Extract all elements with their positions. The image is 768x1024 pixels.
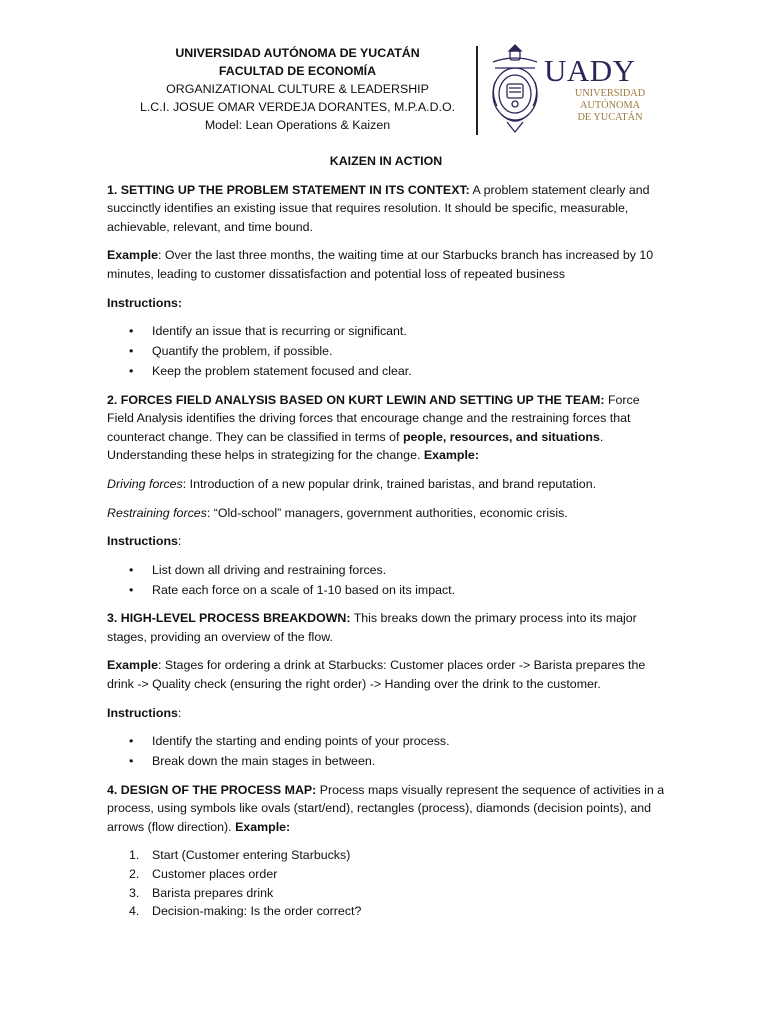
section-4-intro [107, 781, 665, 837]
restraining-forces [107, 504, 665, 523]
section-2-instructions-colon: : [177, 534, 182, 549]
section-2-body-1: Force Field Analysis identifies the driving forces that encourage change and the restraining forces that counteract change. They can be classified in terms of [107, 392, 640, 444]
step-text: Decision-making: Is the order correct? [152, 904, 362, 919]
list-item: • Keep the problem statement focused and clear. [107, 362, 665, 381]
list-item [107, 846, 665, 865]
list-item: • Break down the main stages in between. [107, 752, 665, 771]
section-1-list [107, 322, 665, 380]
step-text: Barista prepares drink [152, 885, 274, 900]
section-3-body: This breaks down the primary process into its major stages, providing an overview of the flow. [107, 611, 637, 644]
section-2-body-2: . Understanding these helps in strategizing for the change. [107, 429, 604, 463]
section-3-instructions-label: Instructions [107, 705, 178, 720]
section-4-heading: 4. DESIGN OF THE PROCESS MAP: [107, 782, 317, 797]
section-2-list [107, 561, 665, 599]
section-2-bold-terms: people, resources, and situations [402, 429, 600, 444]
section-1-intro [107, 181, 665, 237]
section-4-example-label: Example: [235, 819, 291, 834]
section-4-body: Process maps visually represent the sequence of activities in a process, using symbols like ovals (start/end), rectangles (process), diamonds (decision points), and arrows (flow direction). [107, 782, 665, 834]
driving-forces [107, 475, 665, 494]
university-name: UNIVERSIDAD AUTÓNOMA DE YUCATÁN [175, 46, 420, 60]
section-3-instructions-colon: : [177, 705, 182, 720]
course-name: ORGANIZATIONAL CULTURE & LEADERSHIP [166, 82, 429, 96]
list-item: • Rate each force on a scale of 1-10 based on its impact. [107, 581, 665, 600]
uady-subtitle-line3: DE YUCATÁN [577, 112, 643, 123]
uady-subtitle-line1: UNIVERSIDAD [574, 88, 646, 99]
section-3-example-label: Example [107, 658, 158, 673]
uady-subtitle [560, 88, 660, 124]
document-body [107, 152, 665, 921]
section-3-example-text: : Stages for ordering a drink at Starbucks: Customer places order -> Barista prepares the drink -> Quality check (ensuring the right order) -> Handing over the drink to the customer. [107, 658, 646, 691]
step-number: 4. [129, 904, 140, 919]
section-3-intro [107, 609, 665, 646]
section-1-body: A problem statement clearly and succinctly identifies an existing issue that requires resolution. It should be specific, measurable, achievable, relevant, and time bound. [107, 182, 650, 234]
document-title: KAIZEN IN ACTION [329, 154, 443, 168]
section-2-example-label: Example: [423, 448, 479, 463]
instructor-name: L.C.I. JOSUE OMAR VERDEJA DORANTES, M.P.A.D.O. [139, 100, 456, 114]
step-number: 1. [129, 848, 140, 863]
list-item: • Quantify the problem, if possible. [107, 342, 665, 361]
step-number: 3. [129, 885, 140, 900]
restraining-forces-text: : “Old-school” managers, government authorities, economic crisis. [206, 505, 568, 520]
driving-forces-text: : Introduction of a new popular drink, trained baristas, and brand reputation. [182, 476, 597, 491]
section-3-instructions [107, 704, 665, 723]
step-text: Start (Customer entering Starbucks) [152, 848, 351, 863]
header-divider [476, 46, 478, 135]
section-2-intro [107, 391, 665, 465]
list-item: • Identify the starting and ending points of your process. [107, 732, 665, 751]
document-header [130, 44, 465, 134]
section-1-instructions: Instructions: [107, 295, 183, 310]
university-seal-icon [487, 42, 543, 136]
step-text: Customer places order [152, 867, 278, 881]
section-1-example [107, 246, 665, 283]
section-4-steps [107, 846, 665, 920]
section-1-heading: 1. SETTING UP THE PROBLEM STATEMENT IN ITS CONTEXT: [107, 182, 470, 197]
section-1-example-text: : Over the last three months, the waiting time at our Starbucks branch has increased by 10 minutes, leading to customer dissatisfaction and potential loss of repeated business [107, 248, 654, 281]
list-item: • Identify an issue that is recurring or significant. [107, 322, 665, 341]
section-2-instructions-label: Instructions [107, 534, 178, 549]
list-item [107, 865, 665, 884]
list-item: • List down all driving and restraining forces. [107, 561, 665, 580]
faculty-name: FACULTAD DE ECONOMÍA [218, 64, 377, 78]
section-1-example-label: Example [107, 248, 158, 263]
restraining-forces-label: Restraining forces [107, 505, 207, 520]
uady-wordmark: UADY [544, 53, 636, 88]
section-2-instructions [107, 532, 665, 551]
driving-forces-label: Driving forces [107, 476, 183, 491]
section-3-list [107, 732, 665, 770]
list-item [107, 902, 665, 921]
section-2-heading: 2. FORCES FIELD ANALYSIS BASED ON KURT LEWIN AND SETTING UP THE TEAM: [107, 392, 605, 407]
section-3-heading: 3. HIGH-LEVEL PROCESS BREAKDOWN: [107, 611, 351, 626]
section-3-example [107, 656, 665, 693]
step-number: 2. [129, 867, 140, 881]
list-item [107, 884, 665, 903]
model-name: Model: Lean Operations & Kaizen [204, 118, 391, 132]
uady-subtitle-line2: AUTÓNOMA [579, 100, 641, 111]
